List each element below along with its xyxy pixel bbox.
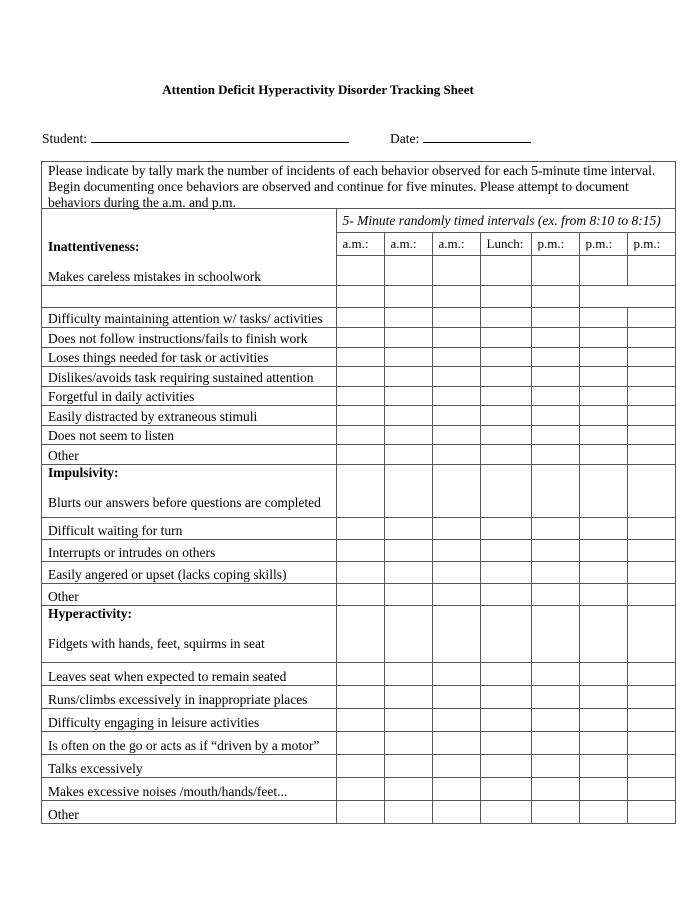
tally-cell[interactable] <box>432 286 480 308</box>
tally-cell[interactable] <box>432 583 480 605</box>
tally-cell[interactable] <box>336 539 384 561</box>
tally-cell[interactable] <box>627 800 675 823</box>
table-row <box>42 517 675 539</box>
table-row <box>42 406 675 426</box>
date-field[interactable] <box>390 130 531 147</box>
tally-cell[interactable] <box>531 425 579 445</box>
tally-cell[interactable] <box>627 308 675 328</box>
tally-cell[interactable] <box>627 539 675 561</box>
tally-cell[interactable] <box>531 605 579 662</box>
tally-cell[interactable] <box>480 517 531 539</box>
tally-cell[interactable] <box>579 308 627 328</box>
column-header: a.m.: <box>432 233 480 256</box>
tally-cell[interactable] <box>384 308 432 328</box>
tally-cell[interactable] <box>480 386 531 406</box>
tally-cell[interactable] <box>531 685 579 708</box>
tally-cell[interactable] <box>579 464 627 517</box>
tally-cell[interactable] <box>531 583 579 605</box>
tally-cell[interactable] <box>531 406 579 426</box>
tally-cell[interactable] <box>627 662 675 685</box>
tally-cell[interactable] <box>384 386 432 406</box>
tally-cell[interactable] <box>384 777 432 800</box>
tally-cell[interactable] <box>384 539 432 561</box>
tally-cell[interactable] <box>384 328 432 348</box>
tally-cell[interactable] <box>432 800 480 823</box>
tally-cell[interactable] <box>579 425 627 445</box>
tally-cell[interactable] <box>336 347 384 367</box>
instructions-text: Please indicate by tally mark the number of incidents of each behavior observed for each 5-minute time interval. Begin documenting once behaviors are observed and continue for five minutes. Please attempt to document behaviors during the a.m. and p.m. <box>48 163 656 210</box>
tally-cell[interactable] <box>384 367 432 387</box>
tally-cell[interactable] <box>384 256 432 286</box>
tally-cell[interactable] <box>480 605 531 662</box>
table-row <box>42 754 675 777</box>
column-header: a.m.: <box>384 233 432 256</box>
tally-cell[interactable] <box>480 754 531 777</box>
tally-cell[interactable] <box>579 328 627 348</box>
tally-cell[interactable] <box>384 464 432 517</box>
tracking-sheet <box>41 161 676 824</box>
table-row <box>42 561 675 583</box>
column-header: p.m.: <box>531 233 579 256</box>
tally-cell[interactable] <box>384 347 432 367</box>
tally-cell[interactable] <box>480 308 531 328</box>
tally-cell[interactable] <box>336 328 384 348</box>
tally-cell[interactable] <box>384 517 432 539</box>
tally-cell[interactable] <box>531 539 579 561</box>
tally-cell[interactable] <box>384 425 432 445</box>
tally-cell[interactable] <box>336 731 384 754</box>
tally-cell[interactable] <box>384 754 432 777</box>
tally-cell[interactable] <box>336 445 384 465</box>
tally-cell[interactable] <box>336 367 384 387</box>
behavior-label: Talks excessively <box>42 754 336 777</box>
student-blank-line[interactable] <box>91 130 349 143</box>
tally-cell[interactable] <box>384 406 432 426</box>
tally-cell[interactable] <box>432 308 480 328</box>
section-header: Inattentiveness: <box>48 239 140 254</box>
table-row <box>42 286 675 308</box>
tally-cell[interactable] <box>579 708 627 731</box>
tally-cell[interactable] <box>432 777 480 800</box>
tally-cell[interactable] <box>579 445 627 465</box>
table-row <box>42 539 675 561</box>
tally-cell[interactable] <box>336 605 384 662</box>
tally-cell[interactable] <box>480 406 531 426</box>
date-blank-line[interactable] <box>423 130 531 143</box>
section-cell <box>42 464 336 517</box>
tally-cell[interactable] <box>480 800 531 823</box>
tally-cell[interactable] <box>384 708 432 731</box>
tally-cell[interactable] <box>384 800 432 823</box>
behavior-label: Difficult waiting for turn <box>42 517 336 539</box>
tally-cell[interactable] <box>579 386 627 406</box>
tally-cell[interactable] <box>627 777 675 800</box>
date-label: Date: <box>390 131 420 146</box>
tally-cell[interactable] <box>432 406 480 426</box>
tally-cell[interactable] <box>480 685 531 708</box>
tally-cell[interactable] <box>336 662 384 685</box>
tally-cell[interactable] <box>384 685 432 708</box>
column-header: p.m.: <box>579 233 627 256</box>
behavior-label: Does not follow instructions/fails to finish work <box>42 328 336 348</box>
table-row <box>42 445 675 465</box>
behavior-label: Loses things needed for task or activities <box>42 347 336 367</box>
tally-cell[interactable] <box>432 347 480 367</box>
tally-cell[interactable] <box>336 286 384 308</box>
behavior-label: Fidgets with hands, feet, squirms in seat <box>48 635 265 651</box>
tally-cell[interactable] <box>480 561 531 583</box>
table-row <box>42 464 675 517</box>
tally-cell[interactable] <box>432 328 480 348</box>
tally-cell[interactable] <box>627 406 675 426</box>
tally-cell[interactable] <box>384 445 432 465</box>
column-header: a.m.: <box>336 233 384 256</box>
tally-cell[interactable] <box>480 286 531 308</box>
tally-cell[interactable] <box>432 386 480 406</box>
tally-cell[interactable] <box>579 662 627 685</box>
tally-cell[interactable] <box>432 754 480 777</box>
tally-cell[interactable] <box>432 445 480 465</box>
tally-cell[interactable] <box>336 256 384 286</box>
tally-cell[interactable] <box>336 517 384 539</box>
section-header: Impulsivity: <box>48 464 119 480</box>
tally-cell[interactable] <box>480 539 531 561</box>
tally-cell[interactable] <box>432 731 480 754</box>
table-row <box>42 583 675 605</box>
tally-cell[interactable] <box>579 347 627 367</box>
column-header: Lunch: <box>480 233 531 256</box>
behavior-label: Makes careless mistakes in schoolwork <box>48 269 261 284</box>
tally-cell[interactable] <box>336 708 384 731</box>
behavior-label: Runs/climbs excessively in inappropriate places <box>42 685 336 708</box>
tally-cell[interactable] <box>480 328 531 348</box>
tally-cell[interactable] <box>480 425 531 445</box>
tally-cell[interactable] <box>627 754 675 777</box>
tally-cell[interactable] <box>627 328 675 348</box>
behavior-label: Blurts our answers before questions are completed <box>48 494 321 510</box>
table-row <box>42 662 675 685</box>
table-row <box>42 347 675 367</box>
tally-cell[interactable] <box>627 464 675 517</box>
tally-cell[interactable] <box>432 256 480 286</box>
tally-cell[interactable] <box>432 425 480 445</box>
tally-cell[interactable] <box>531 800 579 823</box>
tally-cell[interactable] <box>627 425 675 445</box>
tally-cell[interactable] <box>579 367 627 387</box>
tally-cell[interactable] <box>336 800 384 823</box>
intervals-header: 5- Minute randomly timed intervals (ex. from 8:10 to 8:15) <box>336 209 675 233</box>
tally-cell[interactable] <box>531 777 579 800</box>
tally-cell[interactable] <box>627 517 675 539</box>
tally-cell[interactable] <box>480 445 531 465</box>
tally-cell[interactable] <box>627 256 675 286</box>
tally-cell[interactable] <box>336 425 384 445</box>
table-row <box>42 367 675 387</box>
tally-cell[interactable] <box>579 754 627 777</box>
tally-cell[interactable] <box>432 662 480 685</box>
tally-cell[interactable] <box>627 445 675 465</box>
behavior-label: Difficulty maintaining attention w/ tasks/ activities <box>42 308 336 328</box>
tracking-table <box>42 208 675 823</box>
tally-cell[interactable] <box>480 256 531 286</box>
behavior-label: Easily distracted by extraneous stimuli <box>42 406 336 426</box>
tally-cell[interactable] <box>579 256 627 286</box>
tally-cell[interactable] <box>579 605 627 662</box>
tally-cell[interactable] <box>480 731 531 754</box>
behavior-label: Easily angered or upset (lacks coping skills) <box>42 561 336 583</box>
behavior-label: Is often on the go or acts as if “driven by a motor” <box>42 731 336 754</box>
tally-cell[interactable] <box>384 286 432 308</box>
table-row <box>42 800 675 823</box>
table-row <box>42 386 675 406</box>
tally-cell[interactable] <box>627 583 675 605</box>
table-row <box>42 708 675 731</box>
tally-cell[interactable] <box>579 406 627 426</box>
tally-cell[interactable] <box>384 731 432 754</box>
tally-cell[interactable] <box>432 561 480 583</box>
behavior-label: Leaves seat when expected to remain seated <box>42 662 336 685</box>
tally-cell[interactable] <box>480 583 531 605</box>
tally-cell[interactable] <box>579 561 627 583</box>
student-label: Student: <box>42 131 88 146</box>
tally-cell[interactable] <box>336 308 384 328</box>
tally-cell[interactable] <box>336 386 384 406</box>
tally-cell[interactable] <box>336 583 384 605</box>
behavior-label: Dislikes/avoids task requiring sustained attention <box>42 367 336 387</box>
tally-cell[interactable] <box>336 754 384 777</box>
tally-cell[interactable] <box>432 367 480 387</box>
tally-cell[interactable] <box>531 754 579 777</box>
tally-cell[interactable] <box>627 386 675 406</box>
section-cell <box>42 605 336 662</box>
tally-cell[interactable] <box>384 662 432 685</box>
tally-cell[interactable] <box>531 445 579 465</box>
tally-cell[interactable] <box>432 539 480 561</box>
tally-cell[interactable] <box>384 605 432 662</box>
tally-cell[interactable] <box>480 367 531 387</box>
tally-cell[interactable] <box>432 517 480 539</box>
tally-cell[interactable] <box>336 464 384 517</box>
tally-cell[interactable] <box>480 777 531 800</box>
tally-cell[interactable] <box>531 517 579 539</box>
tally-cell[interactable] <box>336 406 384 426</box>
tally-cell[interactable] <box>627 561 675 583</box>
tally-cell[interactable] <box>531 708 579 731</box>
behavior-label: Interrupts or intrudes on others <box>42 539 336 561</box>
table-row <box>42 685 675 708</box>
behavior-label: Other <box>42 583 336 605</box>
tally-cell[interactable] <box>531 347 579 367</box>
tally-cell[interactable] <box>531 662 579 685</box>
student-field[interactable] <box>42 130 349 147</box>
column-header: p.m.: <box>627 233 675 256</box>
tally-cell[interactable] <box>432 685 480 708</box>
section-cell-inattentiveness <box>42 209 336 286</box>
tally-cell[interactable] <box>579 517 627 539</box>
behavior-label: Makes excessive noises /mouth/hands/feet... <box>42 777 336 800</box>
tally-cell[interactable] <box>531 386 579 406</box>
tally-cell[interactable] <box>432 708 480 731</box>
tally-cell[interactable] <box>579 539 627 561</box>
table-row <box>42 425 675 445</box>
tally-cell[interactable] <box>627 731 675 754</box>
tally-cell[interactable] <box>531 286 579 308</box>
tally-cell[interactable] <box>336 561 384 583</box>
behavior-label: Does not seem to listen <box>42 425 336 445</box>
tally-cell[interactable] <box>480 708 531 731</box>
table-row <box>42 777 675 800</box>
tally-cell[interactable] <box>531 328 579 348</box>
tally-cell[interactable] <box>531 308 579 328</box>
tally-cell[interactable] <box>579 286 627 308</box>
tally-cell[interactable] <box>531 367 579 387</box>
tally-cell[interactable] <box>480 464 531 517</box>
behavior-label: Difficulty engaging in leisure activities <box>42 708 336 731</box>
tally-cell[interactable] <box>627 367 675 387</box>
intervals-header-row <box>42 209 675 233</box>
table-row <box>42 308 675 328</box>
tally-cell[interactable] <box>480 662 531 685</box>
tally-cell[interactable] <box>579 731 627 754</box>
table-row <box>42 605 675 662</box>
section-header: Hyperactivity: <box>48 605 132 621</box>
tally-cell[interactable] <box>627 605 675 662</box>
tally-cell[interactable] <box>384 583 432 605</box>
tally-cell[interactable] <box>579 685 627 708</box>
tally-cell[interactable] <box>627 347 675 367</box>
tally-cell[interactable] <box>627 708 675 731</box>
behavior-label: Forgetful in daily activities <box>42 386 336 406</box>
tally-cell[interactable] <box>579 800 627 823</box>
tally-cell[interactable] <box>579 777 627 800</box>
behavior-label: Other <box>42 445 336 465</box>
table-row <box>42 328 675 348</box>
tally-cell[interactable] <box>531 256 579 286</box>
behavior-label: Other <box>42 800 336 823</box>
tally-cell[interactable] <box>384 561 432 583</box>
tally-cell[interactable] <box>531 561 579 583</box>
page-title: Attention Deficit Hyperactivity Disorder Tracking Sheet <box>162 82 474 97</box>
tally-cell[interactable] <box>627 685 675 708</box>
tally-cell[interactable] <box>42 286 336 308</box>
tally-cell[interactable] <box>480 347 531 367</box>
tally-cell[interactable] <box>336 685 384 708</box>
tally-cell[interactable] <box>531 464 579 517</box>
table-row <box>42 731 675 754</box>
tally-cell[interactable] <box>336 777 384 800</box>
tally-cell[interactable] <box>531 731 579 754</box>
tally-cell[interactable] <box>579 583 627 605</box>
tally-cell[interactable] <box>432 464 480 517</box>
tally-cell[interactable] <box>432 605 480 662</box>
